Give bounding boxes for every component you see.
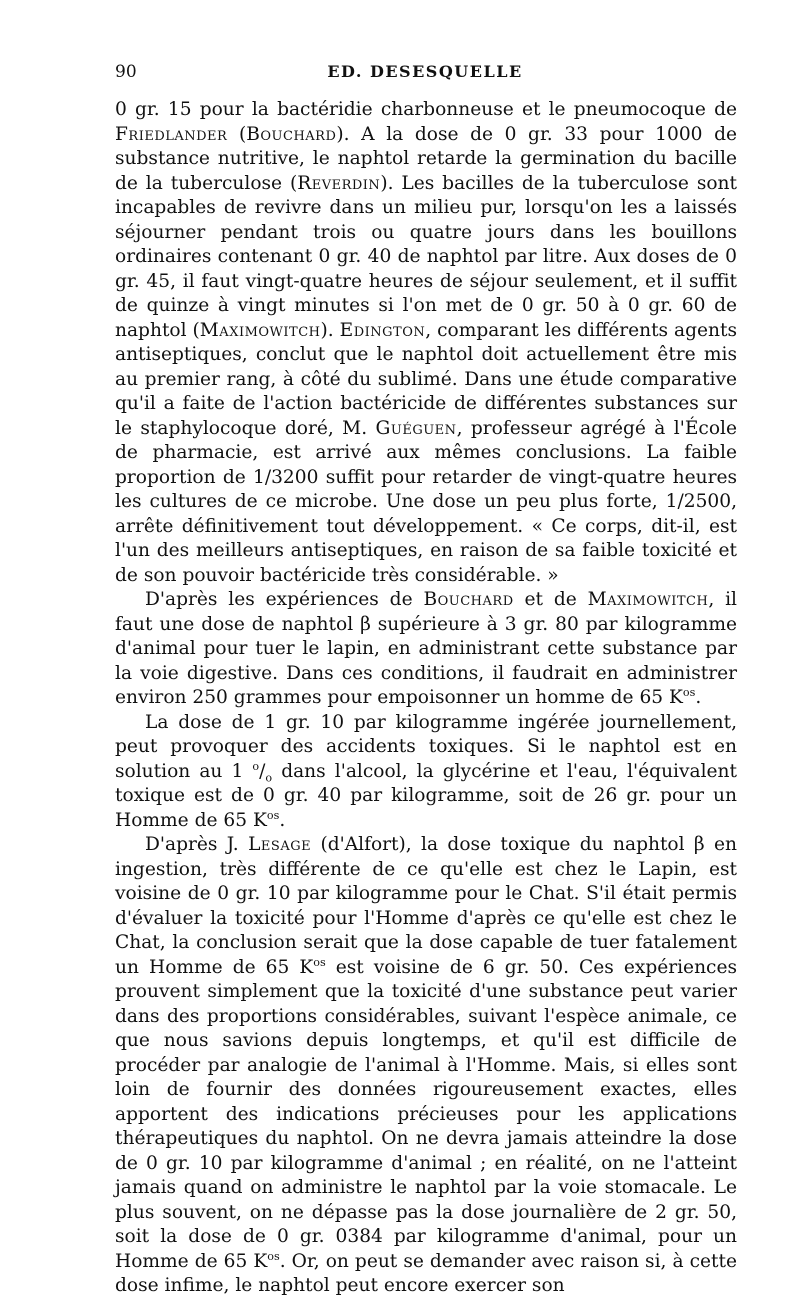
paragraph: La dose de 1 gr. 10 par kilogramme ingérée journellement, peut provoquer des accidents toxiques. Si le naphtol est en solution au 1 $^o/_o$ dans l'alcool, la glycérine et l'eau, l'équivalent toxique est de 0 gr. 40 par kilogramme, soit de 26 gr. pour un Homme de 65 $K^{os}$. <box>115 711 737 831</box>
body-text <box>115 98 737 1299</box>
author-name: Maximowitch <box>587 589 709 610</box>
superscript: o <box>252 759 260 773</box>
superscript: os <box>267 1249 280 1263</box>
subscript: o <box>265 771 273 785</box>
superscript: os <box>313 955 326 969</box>
author-name: Reverdin <box>297 172 381 194</box>
author-name: Guéguen <box>375 417 457 439</box>
author-name: Edington <box>339 319 426 341</box>
page-number: 90 <box>115 62 137 82</box>
superscript: os <box>682 685 696 699</box>
running-head: ED. DESESQUELLE <box>327 62 523 81</box>
superscript: os <box>266 808 280 822</box>
author-name: Bouchard <box>246 123 337 145</box>
author-name: Maximowitch <box>199 319 321 341</box>
paragraph: 0 gr. 15 pour la bactéridie charbonneuse et le pneumocoque de Friedlander (Bouchard). A la dose de 0 gr. 33 pour 1000 de substance nutritive, le naphtol retarde la germination du bacille de la tuberculose (Reverdin). Les bacilles de la tuberculose sont incapables de revivre dans un milieu pur, lorsqu'on les a laissés séjourner pendant trois ou quatre jours dans les bouillons ordinaires contenant 0 gr. 40 de naphtol par litre. Aux doses de 0 gr. 45, il faut vingt-quatre heures de séjour seulement, et il suffit de quinze à vingt minutes si l'on met de 0 gr. 50 à 0 gr. 60 de naphtol (Maximowitch). Edington, comparant les différents agents antiseptiques, conclut que le naphtol doit actuellement être mis au premier rang, à côté du sublimé. Dans une étude comparative qu'il a faite de l'action bactéricide de différentes substances sur le staphylocoque doré, M. Guéguen, professeur agrégé à l'École de pharmacie, est arrivé aux mêmes conclusions. La faible proportion de 1/3200 suffit pour retarder de vingt-quatre heures les cultures de ce microbe. Une dose un peu plus forte, 1/2500, arrête définitivement tout développement. « Ce corps, dit-il, est l'un des meilleurs antiseptiques, en raison de sa faible toxicité et de son pouvoir bactéricide très considérable. » <box>115 99 738 586</box>
author-name: Friedlander <box>115 123 228 145</box>
author-name: Lesage <box>248 834 312 855</box>
author-name: Bouchard <box>423 589 514 610</box>
paragraph: D'après J. Lesage (d'Alfort), la dose toxique du naphtol β en ingestion, très différente de ce qu'elle est chez le Lapin, est voisine de 0 gr. 10 par kilogramme pour le Chat. S'il était permis d'évaluer la toxicité pour l'Homme d'après ce qu'elle est chez le Chat, la conclusion serait que la dose capable de tuer fatalement un Homme de 65 $K^{os}$ est voisine de 6 gr. 50. Ces expériences prouvent simplement que la toxicité d'une substance peut varier dans des proportions considérables, suivant l'espèce animale, ce que nous savions depuis longtemps, et qu'il est difficile de procéder par analogie de l'animal à l'Homme. Mais, si elles sont loin de fournir des données rigoureusement exactes, elles apportent des indications précieuses pour les applications thérapeutiques du naphtol. On ne devra jamais atteindre la dose de 0 gr. 10 par kilogramme d'animal ; en réalité, on ne l'atteint jamais quand on administre le naphtol par la voie stomacale. Le plus souvent, on ne dépasse pas la dose journalière de 2 gr. 50, soit la dose de 0 gr. 0384 par kilogramme d'animal, pour un Homme de 65 $K^{os}$. Or, on peut se demander avec raison si, à cette dose infime, le naphtol peut encore exercer son <box>115 834 737 1296</box>
paragraph: D'après les expériences de Bouchard et de Maximowitch, il faut une dose de naphtol β supérieure à 3 gr. 80 par kilogramme d'animal pour tuer le lapin, en administrant cette substance par la voie digestive. Dans ces conditions, il faudrait en administrer environ 250 grammes pour empoisonner un homme de 65 $K^{os}$. <box>115 589 738 708</box>
page-header <box>115 62 735 92</box>
